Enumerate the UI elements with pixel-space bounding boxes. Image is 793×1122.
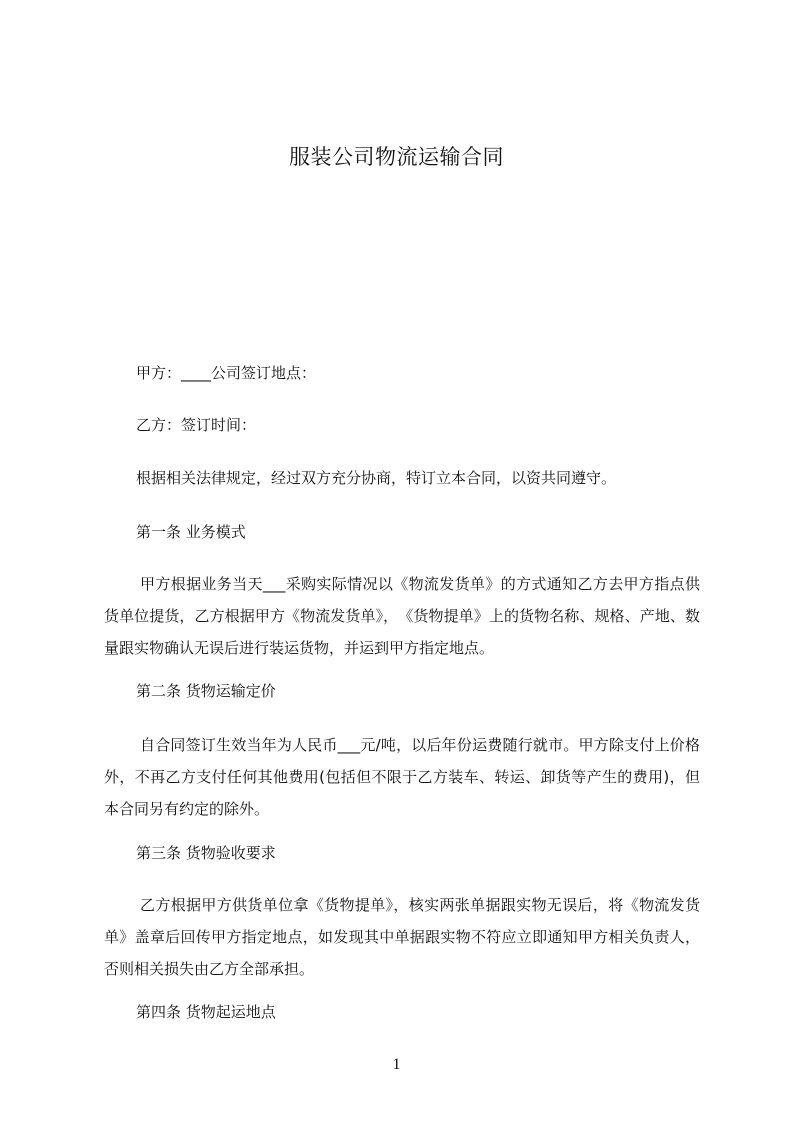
section-4-heading: 第四条 货物起运地点 [136, 1003, 276, 1021]
section-3-body: 乙方根据甲方供货单位拿《货物提单》，核实两张单据跟实物无误后，将《物流发货单》盖章后回传甲方指定地点，如发现其中单据跟实物不符应立即通知甲方相关负责人，否则相关损失由乙方全部承担。 [104, 896, 700, 978]
page-number: 1 [392, 1056, 401, 1073]
document-title: 服装公司物流运输合同 [289, 145, 504, 169]
party-a-line: 甲方：____公司签订地点： [136, 364, 317, 382]
section-1-heading: 第一条 业务模式 [136, 523, 246, 541]
preamble-text: 根据相关法律规定，经过双方充分协商，特订立本合同，以资共同遵守。 [136, 469, 617, 487]
party-b-line: 乙方：签订时间： [136, 416, 257, 434]
section-3-heading: 第三条 货物验收要求 [136, 844, 276, 862]
section-2-heading: 第二条 货物运输定价 [136, 682, 276, 700]
section-1-body: 甲方根据业务当天___采购实际情况以《物流发货单》的方式通知乙方去甲方指点供货单位提货，乙方根据甲方《物流发货单》， 《货物提单》上的货物名称、规格、产地、数量跟实物确认无误后进行装运货物，并运到甲方指定地点。 [104, 575, 700, 657]
section-2-body: 自合同签订生效当年为人民币___元/吨，以后年份运费随行就市。甲方除支付上价格外，不再乙方支付任何其他费用(包括但不限于乙方装车、转运、卸货等产生的费用)，但本合同另有约定的除外。 [104, 736, 700, 818]
